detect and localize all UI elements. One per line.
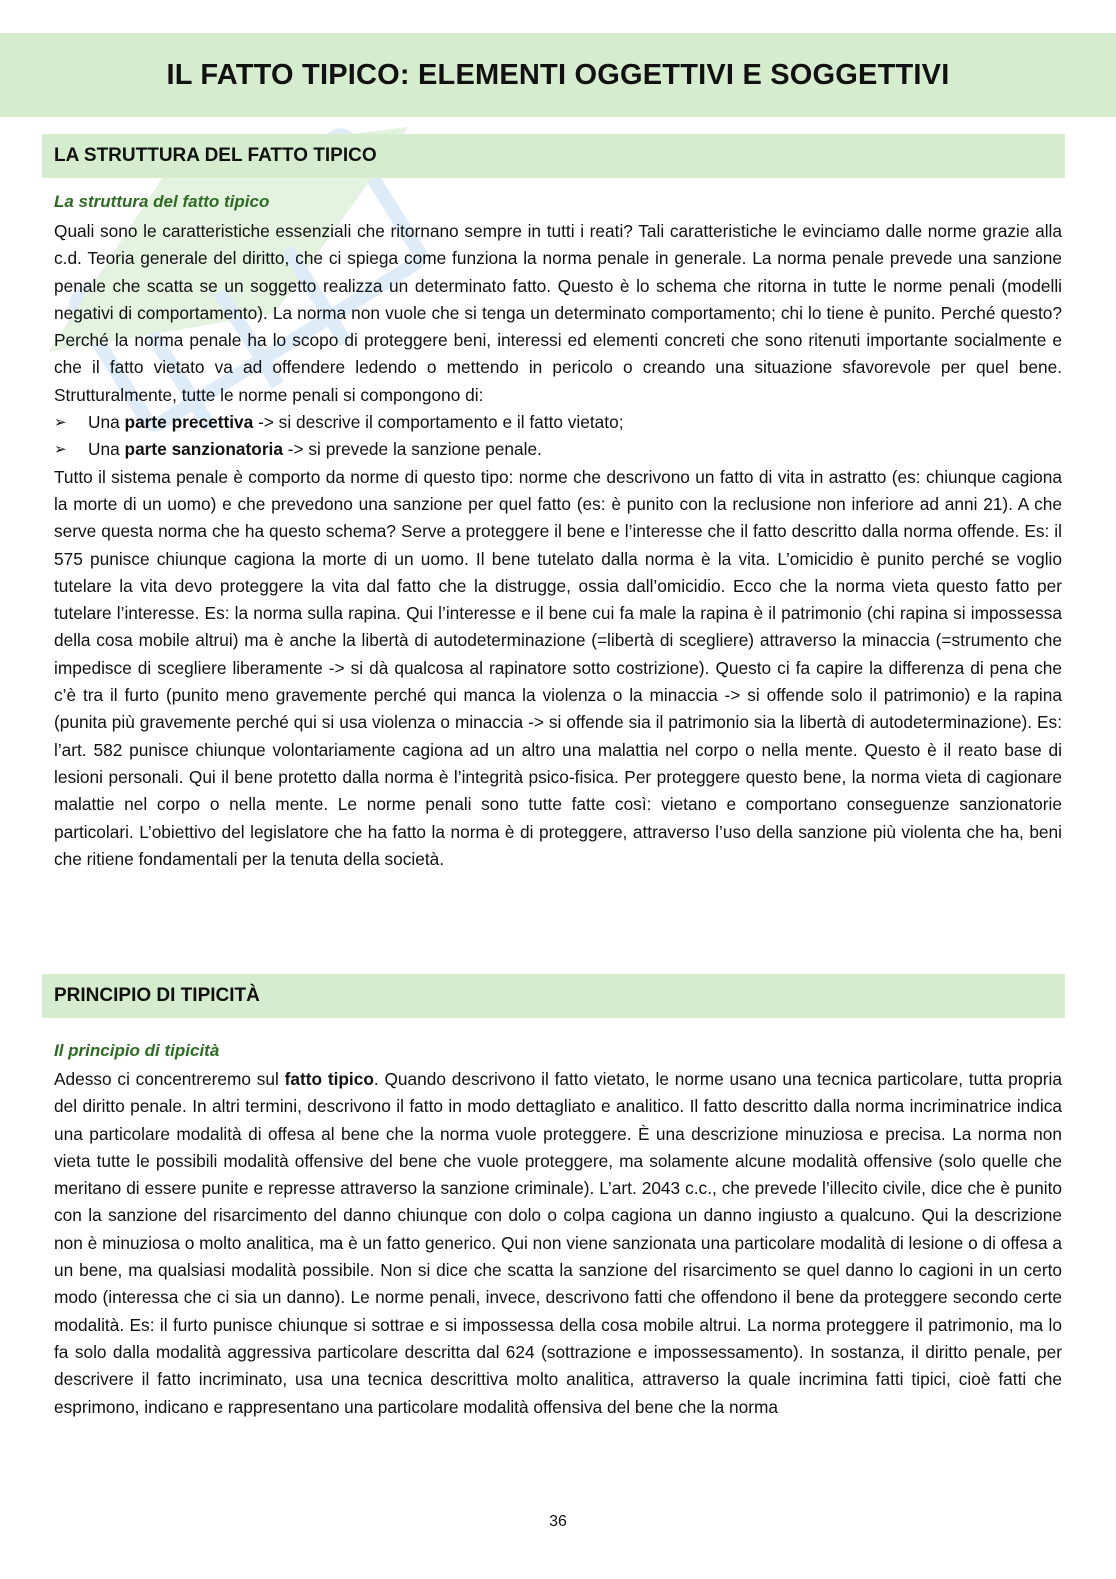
page-title: IL FATTO TIPICO: ELEMENTI OGGETTIVI E SOGGETTIVI <box>166 58 950 91</box>
arrow-bullet-icon: ➢ <box>54 441 67 459</box>
section-heading-tipicita <box>42 974 1065 1018</box>
bullet-list <box>54 409 1062 464</box>
paragraph: Quali sono le caratteristiche essenziali che ritornano sempre in tutti i reati? Tali caratteristiche le evinciamo dalle norme grazie alla c.d. Teoria generale del diritto, che ci spiega come funziona la norma penale in generale. La norma penale prevede una sanzione penale che scatta se un soggetto realizza un determinato fatto. Questo è lo schema che ritorna in tutte le norme penali (modelli negativi di comportamento). La norma non vuole che si tenga un determinato comportamento; chi lo tiene è punito. Perché questo? Perché la norma penale ha lo scopo di proteggere beni, interessi ed elementi concreti che sono ritenuti importante socialmente e che il fatto vietato va ad offendere ledendo o mettendo in pericolo o creando una situazione sfavorevole per quel bene. Strutturalmente, tutte le norme penali si compongono di: <box>54 221 1062 405</box>
paragraph-text: Adesso ci concentreremo sul <box>54 1069 285 1089</box>
section-heading-label: PRINCIPIO DI TIPICITÀ <box>54 985 260 1006</box>
section-heading-struttura <box>42 134 1065 178</box>
arrow-bullet-icon: ➢ <box>54 414 67 432</box>
paragraph: Tutto il sistema penale è comporto da norme di questo tipo: norme che descrivono un fatto di vita in astratto (es: chiunque cagiona la morte di un uomo) e che prevedono una sanzione per quel fatto (es: è punito con la reclusione non inferiore ad anni 21). A che serve questa norma che ha questo schema? Serve a proteggere il bene e l’interesse che il fatto descritto dalla norma offende. Es: il 575 punisce chiunque cagiona la morte di un uomo. Il bene tutelato dalla norma è la vita. L’omicidio è punito perché se voglio tutelare la vita devo proteggere la vita dal fatto che la distrugge, ossia dall’omicidio. Ecco che la norma vieta questo fatto per tutelare l’interesse. Es: la norma sulla rapina. Qui l’interesse e il bene cui fa male la rapina è il patrimonio (chi rapina si impossessa della cosa mobile altrui) ma è anche la libertà di autodeterminazione (=libertà di scegliere) attraverso la minaccia (=strumento che impedisce di scegliere liberamente -> si dà qualcosa al rapinatore sotto costrizione). Questo ci fa capire la differenza di pena che c’è tra il furto (punito meno gravemente perché qui manca la violenza o la minaccia -> si offende solo il patrimonio) e la rapina (punita più gravemente perché qui si usa violenza o minaccia -> si offende sia il patrimonio sia la libertà di autodeterminazione). Es: l’art. 582 punisce chiunque volontariamente cagiona ad un altro una malattia nel corpo o nella mente. Questo è il reato base di lesioni personali. Qui il bene protetto dalla norma è l’integrità psico-fisica. Per proteggere questo bene, la norma vieta di cagionare malattie nel corpo o nella mente. Le norme penali sono tutte fatte così: vietano e comportano conseguenze sanzionatorie particolari. L’obiettivo del legislatore che ha fatto la norma è di proteggere, attraverso l’uso della sanzione più violenta che ha, beni che ritiene fondamentali per la tenuta della società. <box>54 466 1062 869</box>
subtitle-struttura: La struttura del fatto tipico <box>54 192 270 211</box>
body-tipicita <box>54 1066 1062 1421</box>
bullet-text: -> si prevede la sanzione penale. <box>282 439 542 460</box>
bullet-text: -> si descrive il comportamento e il fatto vietato; <box>253 412 624 433</box>
bullet-bold: parte sanzionatoria <box>124 439 283 460</box>
page-number: 36 <box>549 1513 567 1530</box>
paragraph-text: . Quando descrivono il fatto vietato, le norme usano una tecnica particolare, tutta propria del diritto penale. In altri termini, descrivono il fatto in modo dettagliato e analitico. Il fatto descritto dalla norma incriminatrice indica una particolare modalità di offesa al bene che la norma vuole proteggere. È una descrizione minuziosa e precisa. La norma non vieta tutte le possibili modalità offensive del bene che vuole proteggere, ma solamente alcune modalità offensive (solo quelle che meritano di essere punite e represse attraverso la sanzione criminale). L’art. 2043 c.c., che prevede l’illecito civile, dice che è punito con la sanzione del risarcimento del danno chiunque con dolo o colpa cagiona un danno ingiusto a qualcuno. Qui la descrizione non è minuziosa o molto analitica, ma è un fatto generico. Qui non viene sanzionata una particolare modalità di lesione o di offesa a un bene, ma qualsiasi modalità possibile. Non si dice che scatta la sanzione del risarcimento se quel danno lo cagioni in un certo modo (interessa che ci sia un danno). Le norme penali, invece, descrivono fatti che offendono il bene da proteggere secondo certe modalità. Es: il furto punisce chiunque si sottrae e si impossessa della cosa mobile altrui. La norma proteggere il patrimonio, ma lo fa solo dalla modalità aggressiva particolare descritta dal 624 (sottrazione e impossessamento). In sostanza, il diritto penale, per descrivere il fatto incriminato, usa una tecnica descrittiva molto analitica, attraverso la quale incrimina fatti tipici, cioè fatti che esprimono, indicano e rappresentano una particolare modalità offensiva del bene che la norma <box>54 1069 1062 1417</box>
bullet-bold: parte precettiva <box>124 412 254 433</box>
body-struttura <box>54 218 1062 873</box>
list-item <box>54 409 1062 436</box>
bullet-text: Una <box>88 412 125 433</box>
paragraph <box>54 1066 1062 1421</box>
bullet-text: Una <box>88 439 125 460</box>
list-item <box>54 436 1062 463</box>
title-band <box>0 33 1116 117</box>
section-heading-label: LA STRUTTURA DEL FATTO TIPICO <box>54 145 377 166</box>
paragraph-bold: fatto tipico <box>284 1069 374 1089</box>
subtitle-tipicita: Il principio di tipicità <box>54 1041 220 1060</box>
